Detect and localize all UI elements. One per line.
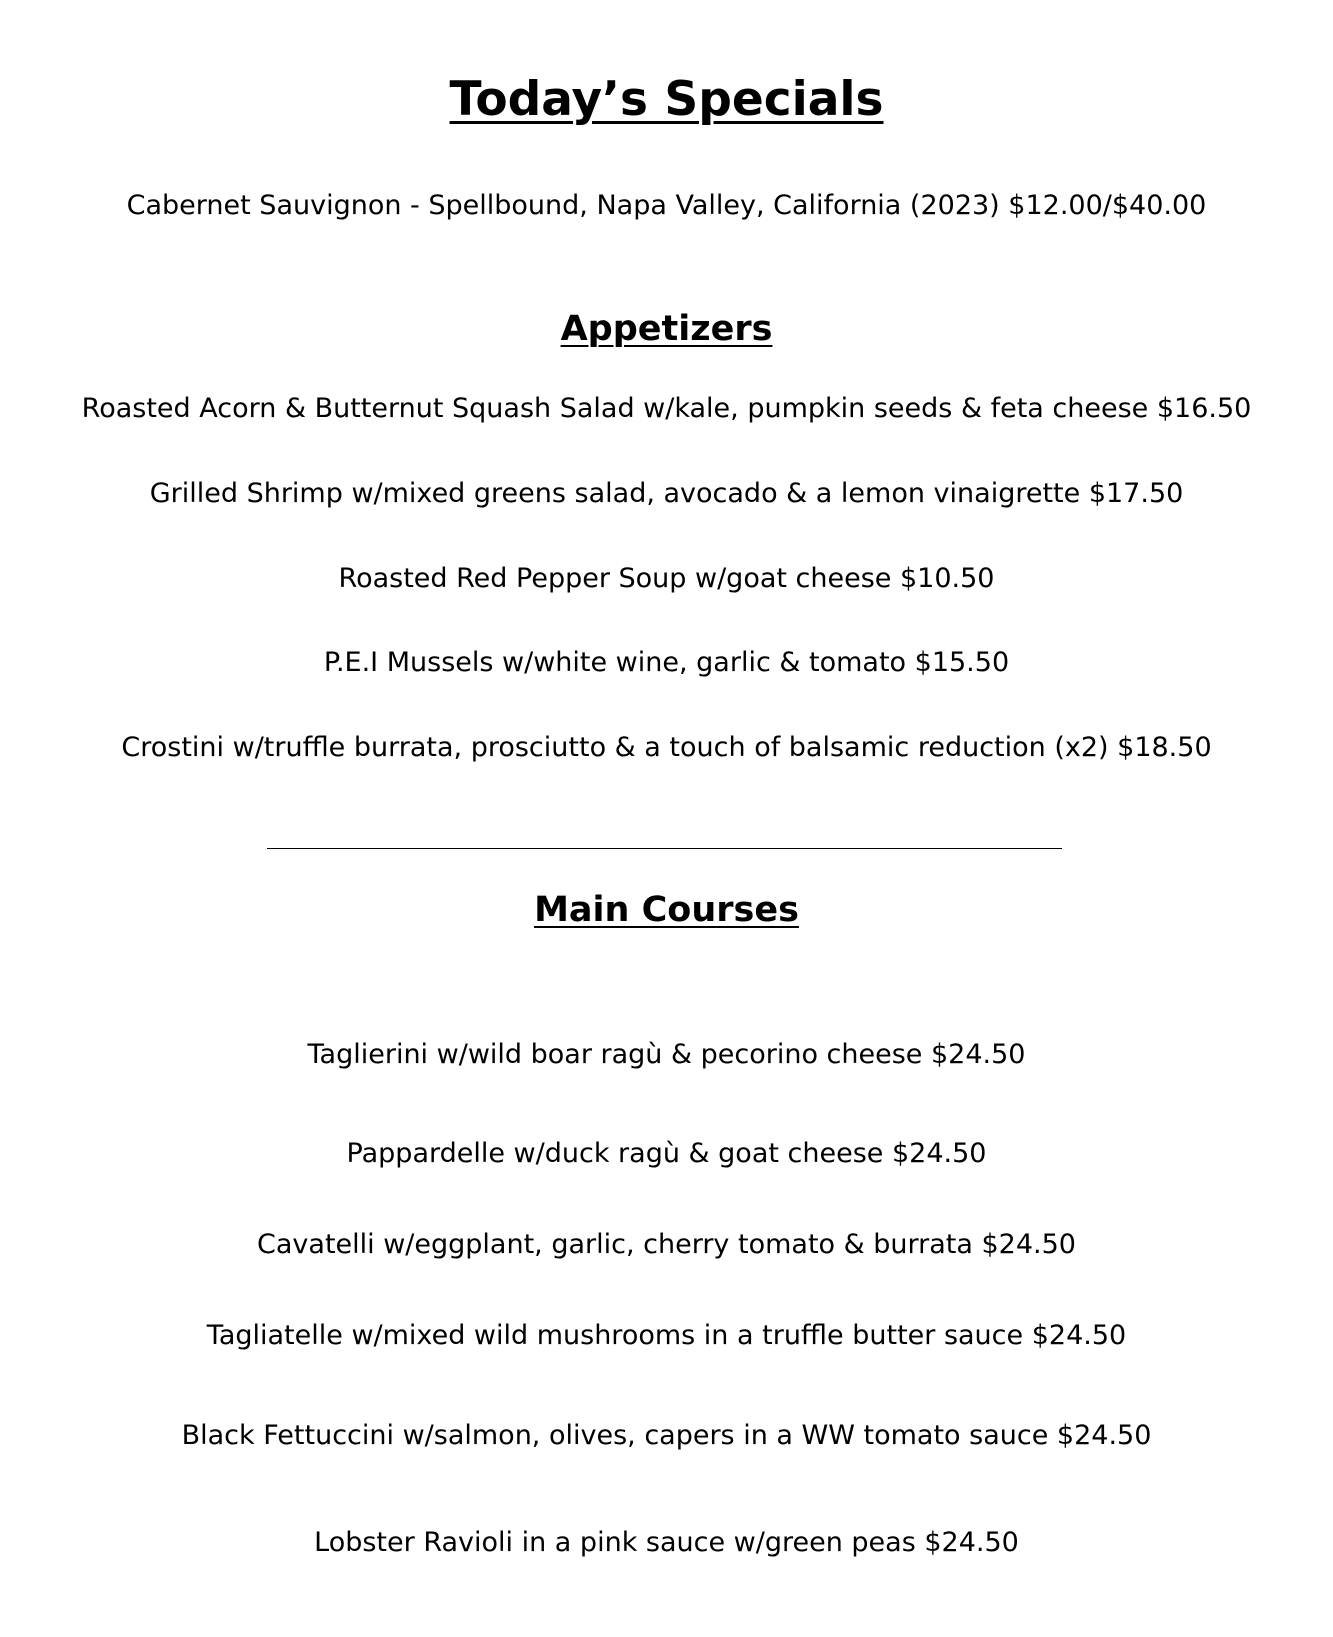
main-course-item: Cavatelli w/eggplant, garlic, cherry tomato & burrata $24.50	[257, 1229, 1076, 1260]
appetizer-item: Grilled Shrimp w/mixed greens salad, avocado & a lemon vinaigrette $17.50	[149, 478, 1184, 509]
main-course-item: Pappardelle w/duck ragù & goat cheese $24.50	[346, 1138, 987, 1169]
section-divider	[267, 848, 1062, 849]
wine-special: Cabernet Sauvignon - Spellbound, Napa Valley, California (2023) $12.00/$40.00	[126, 190, 1207, 221]
main-course-item: Black Fettuccini w/salmon, olives, capers in a WW tomato sauce $24.50	[181, 1420, 1152, 1451]
appetizers-heading: Appetizers	[560, 309, 773, 349]
appetizer-item: Crostini w/truffle burrata, prosciutto & a touch of balsamic reduction (x2) $18.50	[121, 732, 1212, 763]
appetizer-item: Roasted Red Pepper Soup w/goat cheese $10.50	[338, 563, 995, 594]
main-course-item: Taglierini w/wild boar ragù & pecorino cheese $24.50	[307, 1039, 1026, 1070]
page-title: Today’s Specials	[449, 72, 884, 127]
main-course-item: Tagliatelle w/mixed wild mushrooms in a truffle butter sauce $24.50	[206, 1320, 1127, 1351]
main-courses-heading: Main Courses	[534, 890, 799, 930]
appetizer-item: P.E.I Mussels w/white wine, garlic & tomato $15.50	[323, 647, 1010, 678]
appetizer-item: Roasted Acorn & Butternut Squash Salad w/kale, pumpkin seeds & feta cheese $16.50	[81, 393, 1252, 424]
main-course-item: Lobster Ravioli in a pink sauce w/green peas $24.50	[314, 1527, 1019, 1558]
